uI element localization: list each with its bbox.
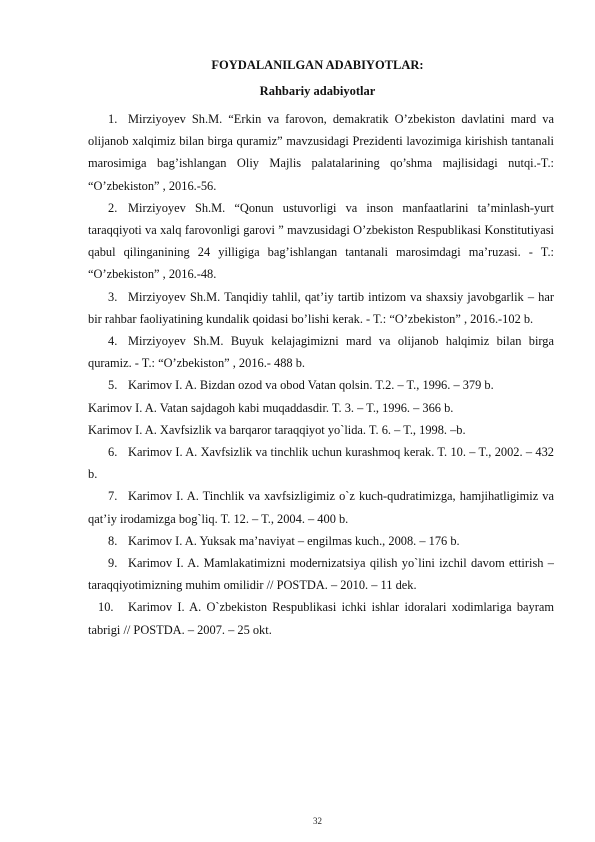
reference-number: 1. bbox=[108, 112, 118, 126]
reference-number: 2. bbox=[108, 200, 118, 215]
reference-text: Mirziyoyev Sh.M. Tanqidiy tahlil, qat’iy tartib intizom va shaxsiy javobgarlik – har bir rahbar faoliyatining kundalik qoidasi bo’lishi kerak. - T.: “O’zbekiston” , 2016.-102 b. bbox=[88, 289, 554, 326]
reference-item bbox=[88, 552, 554, 596]
reference-item bbox=[88, 374, 554, 396]
reference-item bbox=[88, 485, 554, 529]
reference-list bbox=[88, 108, 554, 641]
reference-text: Karimov I. A. Xavfsizlik va barqaror taraqqiyot yo`lida. T. 6. – T., 1998. –b. bbox=[88, 422, 466, 437]
reference-item bbox=[88, 397, 554, 419]
reference-text: Mirziyoyev Sh.M. Buyuk kelajagimizni mard va olijanob halqimiz bilan birga quramiz. - T.: “O’zbekiston” , 2016.- 488 b. bbox=[88, 334, 554, 371]
reference-item bbox=[88, 441, 554, 485]
reference-text: Karimov I. A. Tinchlik va xavfsizligimiz o`z kuch-qudratimizga, hamjihatligimiz va qat’iy irodamizga bog`liq. T. 12. – T., 2004. – 400 b. bbox=[88, 489, 554, 526]
reference-text: Karimov I. A. Bizdan ozod va obod Vatan qolsin. T.2. – T., 1996. – 379 b. bbox=[128, 378, 494, 393]
page-title: FOYDALANILGAN ADABIYOTLAR: bbox=[211, 58, 424, 72]
reference-number: 8. bbox=[108, 533, 118, 548]
reference-text: Mirziyoyev Sh.M. “Erkin va farovon, demakratik O’zbekiston davlatini mard va olijanob xalqimiz bilan birga quramiz” mavzusidagi Prezidenti lavozimiga kirishish tantanali marosimiga bag’ishlangan Oliy Majlis palatalarining qo’shma majlisidagi nutqi.-T.: “O’zbekiston” , 2016.-56. bbox=[88, 112, 554, 193]
reference-item bbox=[88, 330, 554, 374]
reference-item bbox=[88, 197, 554, 286]
reference-item bbox=[88, 530, 554, 552]
reference-text: Karimov I. A. Mamlakatimizni modernizatsiya qilish yo`lini izchil davom ettirish – taraqqiyotimizning muhim omilidir // POSTDA. – 2010. – 11 dek. bbox=[88, 556, 554, 593]
reference-text: Karimov I. A. Vatan sajdagoh kabi muqaddasdir. T. 3. – T., 1996. – 366 b. bbox=[88, 400, 454, 415]
reference-number: 6. bbox=[108, 445, 118, 460]
reference-text: Karimov I. A. Xavfsizlik va tinchlik uchun kurashmoq kerak. T. 10. – T., 2002. – 432 b. bbox=[88, 445, 554, 482]
reference-number: 5. bbox=[108, 378, 118, 393]
reference-text: Mirziyoyev Sh.M. “Qonun ustuvorligi va inson manfaatlarini ta’minlash-yurt taraqqiyoti va xalq farovonligi garovi ” mavzusidagi O’zbekiston Respublikasi Konstitutiyasi qabul qilinganining 24 yilligiga bag’ishlangan tantanali marosimdagi ma’ruzasi. - T.: “O’zbekiston” , 2016.-48. bbox=[88, 200, 554, 282]
reference-number: 4. bbox=[108, 334, 118, 349]
reference-item bbox=[88, 596, 554, 640]
reference-number: 7. bbox=[108, 489, 118, 504]
reference-text: Karimov I. A. O`zbekiston Respublikasi ichki ishlar idoralari xodimlariga bayram tabrigi // POSTDA. – 2007. – 25 okt. bbox=[88, 600, 554, 637]
reference-item bbox=[88, 108, 554, 197]
reference-item bbox=[88, 419, 554, 441]
page-number: 32 bbox=[313, 816, 322, 826]
reference-text: Karimov I. A. Yuksak ma’naviyat – engilmas kuch., 2008. – 176 b. bbox=[128, 533, 460, 548]
reference-number: 3. bbox=[108, 289, 118, 304]
reference-number: 10. bbox=[98, 600, 114, 615]
reference-number: 9. bbox=[108, 556, 118, 571]
reference-item bbox=[88, 286, 554, 330]
section-subtitle: Rahbariy adabiyotlar bbox=[259, 84, 376, 98]
